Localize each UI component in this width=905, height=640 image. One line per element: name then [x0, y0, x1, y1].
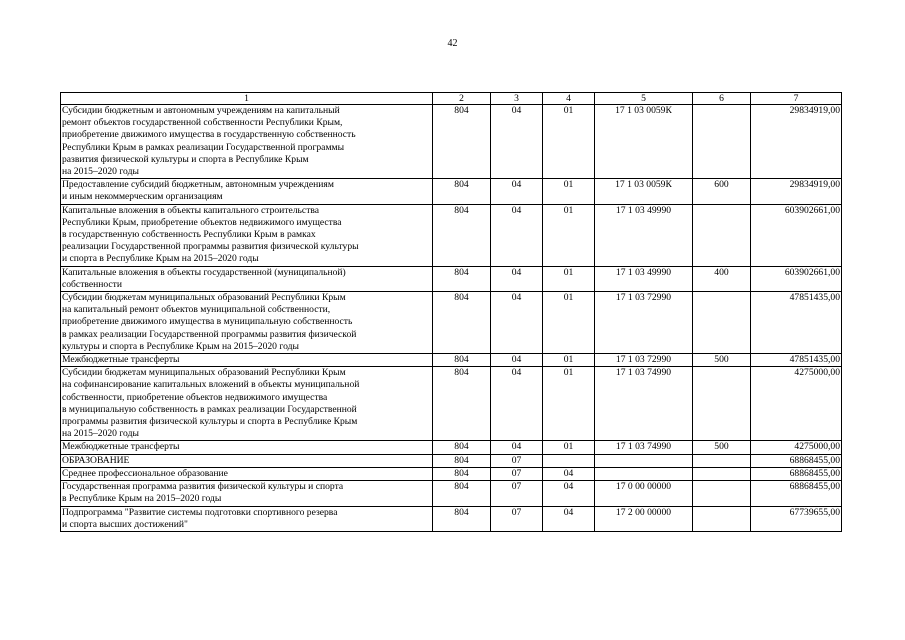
row-expense-type: 600	[693, 179, 751, 204]
row-amount: 67739655,00	[751, 506, 842, 531]
table-row	[61, 441, 842, 454]
row-expense-type	[693, 506, 751, 531]
row-subsection-code: 01	[543, 204, 595, 266]
row-expense-type	[693, 454, 751, 467]
table-row	[61, 105, 842, 179]
row-target-article: 17 0 00 00000	[595, 481, 693, 506]
header-cell-6: 6	[693, 93, 751, 105]
row-target-article: 17 1 03 72990	[595, 292, 693, 354]
row-description: ОБРАЗОВАНИЕ	[61, 454, 433, 467]
row-description: Государственная программа развития физической культуры и спорта в Республике Крым на 2015–2020 годы	[61, 481, 433, 506]
row-expense-type	[693, 481, 751, 506]
row-expense-type: 500	[693, 441, 751, 454]
row-ministry-code: 804	[433, 441, 491, 454]
row-expense-type	[693, 292, 751, 354]
row-section-code: 04	[491, 105, 543, 179]
row-target-article: 17 1 03 72990	[595, 354, 693, 367]
row-section-code: 07	[491, 506, 543, 531]
header-cell-4: 4	[543, 93, 595, 105]
row-description: Предоставление субсидий бюджетным, автономным учреждениям и иным некоммерческим организациям	[61, 179, 433, 204]
header-cell-2: 2	[433, 93, 491, 105]
row-subsection-code: 01	[543, 266, 595, 291]
row-target-article: 17 1 03 74990	[595, 441, 693, 454]
row-ministry-code: 804	[433, 506, 491, 531]
row-expense-type	[693, 105, 751, 179]
row-subsection-code: 01	[543, 367, 595, 441]
row-amount: 29834919,00	[751, 179, 842, 204]
table-row	[61, 354, 842, 367]
row-section-code: 07	[491, 467, 543, 480]
row-amount: 47851435,00	[751, 354, 842, 367]
row-description: Межбюджетные трансферты	[61, 441, 433, 454]
row-subsection-code: 01	[543, 441, 595, 454]
row-expense-type	[693, 204, 751, 266]
row-expense-type: 400	[693, 266, 751, 291]
row-ministry-code: 804	[433, 292, 491, 354]
row-target-article	[595, 454, 693, 467]
row-target-article: 17 1 03 49990	[595, 204, 693, 266]
row-section-code: 04	[491, 292, 543, 354]
row-target-article: 17 1 03 0059К	[595, 179, 693, 204]
row-subsection-code: 01	[543, 179, 595, 204]
row-section-code: 07	[491, 481, 543, 506]
page-number: 42	[447, 38, 458, 49]
header-cell-1: 1	[61, 93, 433, 105]
row-amount: 68868455,00	[751, 467, 842, 480]
row-target-article	[595, 467, 693, 480]
row-amount: 4275000,00	[751, 441, 842, 454]
row-ministry-code: 804	[433, 105, 491, 179]
row-description: Подпрограмма "Развитие системы подготовки спортивного резерва и спорта высших достижений"	[61, 506, 433, 531]
row-section-code: 04	[491, 441, 543, 454]
table-row	[61, 367, 842, 441]
table-row	[61, 454, 842, 467]
row-subsection-code: 04	[543, 467, 595, 480]
row-ministry-code: 804	[433, 266, 491, 291]
row-section-code: 04	[491, 354, 543, 367]
row-section-code: 04	[491, 266, 543, 291]
row-ministry-code: 804	[433, 467, 491, 480]
row-amount: 603902661,00	[751, 204, 842, 266]
row-section-code: 04	[491, 204, 543, 266]
header-row	[61, 93, 842, 105]
row-subsection-code: 01	[543, 292, 595, 354]
row-amount: 603902661,00	[751, 266, 842, 291]
row-target-article: 17 1 03 0059К	[595, 105, 693, 179]
row-section-code: 07	[491, 454, 543, 467]
table-row	[61, 467, 842, 480]
row-description: Среднее профессиональное образование	[61, 467, 433, 480]
budget-table	[60, 92, 842, 532]
header-cell-5: 5	[595, 93, 693, 105]
row-description: Капитальные вложения в объекты государственной (муниципальной) собственности	[61, 266, 433, 291]
row-ministry-code: 804	[433, 454, 491, 467]
header-cell-3: 3	[491, 93, 543, 105]
row-description: Межбюджетные трансферты	[61, 354, 433, 367]
row-subsection-code: 04	[543, 506, 595, 531]
row-expense-type: 500	[693, 354, 751, 367]
row-subsection-code: 01	[543, 354, 595, 367]
table-row	[61, 266, 842, 291]
row-subsection-code: 01	[543, 105, 595, 179]
row-expense-type	[693, 467, 751, 480]
row-expense-type	[693, 367, 751, 441]
row-description: Субсидии бюджетам муниципальных образований Республики Крым на капитальный ремонт объектов муниципальной собственности, приобретение движимого имущества в муниципальную собственность в рамках реализации Государственной программы развития физической культуры и спорта в Республике Крым на 2015–2020 годы	[61, 292, 433, 354]
row-amount: 29834919,00	[751, 105, 842, 179]
row-subsection-code: 04	[543, 481, 595, 506]
row-description: Субсидии бюджетам муниципальных образований Республики Крым на софинансирование капитальных вложений в объекты муниципальной собственности, приобретение объектов недвижимого имущества в муниципальную собственность в рамках реализации Государственной программы развития физической культуры и спорта в Республике Крым на 2015–2020 годы	[61, 367, 433, 441]
row-description: Капитальные вложения в объекты капитального строительства Республики Крым, приобретение объектов недвижимого имущества в государственную собственность Республики Крым в рамках реализации Государственной программы развития физической культуры и спорта в Республике Крым на 2015–2020 годы	[61, 204, 433, 266]
row-section-code: 04	[491, 367, 543, 441]
row-section-code: 04	[491, 179, 543, 204]
row-amount: 4275000,00	[751, 367, 842, 441]
row-ministry-code: 804	[433, 204, 491, 266]
table-row	[61, 179, 842, 204]
header-cell-7: 7	[751, 93, 842, 105]
row-amount: 68868455,00	[751, 454, 842, 467]
table-row	[61, 204, 842, 266]
row-description: Субсидии бюджетным и автономным учреждениям на капитальный ремонт объектов государственной собственности Республики Крым, приобретение движимого имущества в государственную собственность Республики Крым в рамках реализации Государственной программы развития физической культуры и спорта в Республике Крым на 2015–2020 годы	[61, 105, 433, 179]
table-row	[61, 506, 842, 531]
row-subsection-code	[543, 454, 595, 467]
row-target-article: 17 2 00 00000	[595, 506, 693, 531]
row-amount: 47851435,00	[751, 292, 842, 354]
row-ministry-code: 804	[433, 354, 491, 367]
row-target-article: 17 1 03 74990	[595, 367, 693, 441]
table-row	[61, 292, 842, 354]
row-ministry-code: 804	[433, 179, 491, 204]
row-ministry-code: 804	[433, 481, 491, 506]
row-amount: 68868455,00	[751, 481, 842, 506]
row-ministry-code: 804	[433, 367, 491, 441]
table-row	[61, 481, 842, 506]
row-target-article: 17 1 03 49990	[595, 266, 693, 291]
